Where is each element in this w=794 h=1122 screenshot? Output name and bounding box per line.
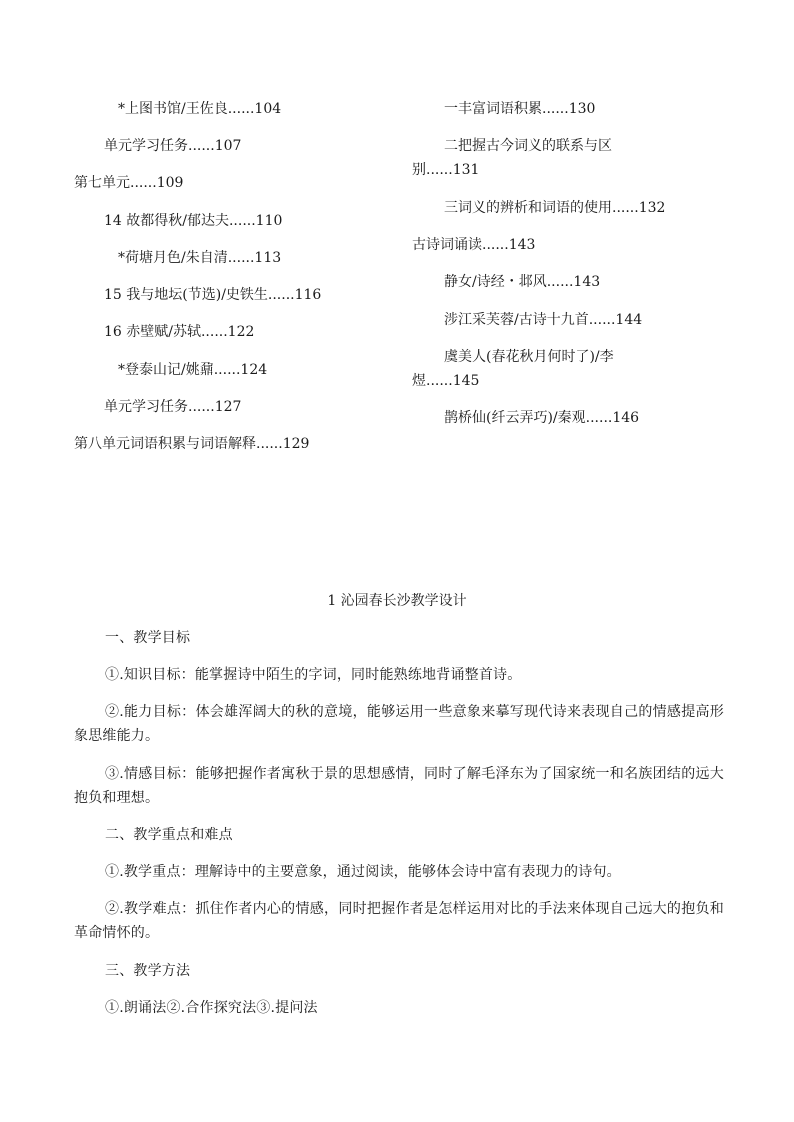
toc-item[interactable]: 涉江采芙蓉/古诗十九首......144 <box>444 312 643 328</box>
toc-item[interactable]: 静女/诗经・邶风......143 <box>444 274 601 290</box>
toc-item[interactable]: 第七单元......109 <box>74 175 184 191</box>
toc-item[interactable]: 15 我与地坛(节选)/史铁生......116 <box>104 287 322 303</box>
toc-item[interactable]: 16 赤壁赋/苏轼......122 <box>104 324 255 340</box>
paragraph: ②.教学难点：抓住作者内心的情感，同时把握作者是怎样运用对比的手法来体现自己远大的抱负和革命情怀的。 <box>74 901 724 941</box>
toc-item[interactable]: 古诗词诵读......143 <box>412 237 536 253</box>
paragraph: ①.教学重点：理解诗中的主要意象，通过阅读，能够体会诗中富有表现力的诗句。 <box>105 864 621 880</box>
toc-item[interactable]: 第八单元词语积累与词语解释......129 <box>74 436 310 452</box>
paragraph: ③.情感目标：能够把握作者寓秋于景的思想感情，同时了解毛泽东为了国家统一和名族团结的远大抱负和理想。 <box>74 766 724 806</box>
toc-item-continuation[interactable]: 煜......145 <box>412 373 480 389</box>
toc-item[interactable]: 单元学习任务......107 <box>104 138 242 154</box>
toc-item[interactable]: 14 故都得秋/郁达夫......110 <box>104 213 283 229</box>
section-heading: 三、教学方法 <box>105 963 191 979</box>
toc-item[interactable]: 一丰富词语积累......130 <box>444 101 596 117</box>
paragraph: ①.知识目标：能掌握诗中陌生的字词，同时能熟练地背诵整首诗。 <box>105 667 522 683</box>
toc-item[interactable]: 三词义的辨析和词语的使用......132 <box>444 200 666 216</box>
toc-item[interactable]: *荷塘月色/朱自清......113 <box>118 250 282 266</box>
document-title: 1 沁园春长沙教学设计 <box>327 593 467 609</box>
toc-item[interactable]: 单元学习任务......127 <box>104 399 242 415</box>
paragraph: ②.能力目标：体会雄浑阔大的秋的意境，能够运用一些意象来摹写现代诗来表现自己的情感提高形象思维能力。 <box>74 704 724 744</box>
section-heading: 一、教学目标 <box>105 630 191 646</box>
section-heading: 二、教学重点和难点 <box>105 827 233 843</box>
toc-item[interactable]: *登泰山记/姚鼐......124 <box>118 362 268 378</box>
toc-item-continuation[interactable]: 别......131 <box>412 162 480 178</box>
toc-item[interactable]: 二把握古今词义的联系与区 <box>444 138 612 154</box>
toc-item[interactable]: *上图书馆/王佐良......104 <box>118 101 282 117</box>
paragraph: ①.朗诵法②.合作探究法③.提问法 <box>105 1000 318 1016</box>
toc-item[interactable]: 虞美人(春花秋月何时了)/李 <box>444 349 614 365</box>
toc-item[interactable]: 鹊桥仙(纤云弄巧)/秦观......146 <box>444 410 640 426</box>
